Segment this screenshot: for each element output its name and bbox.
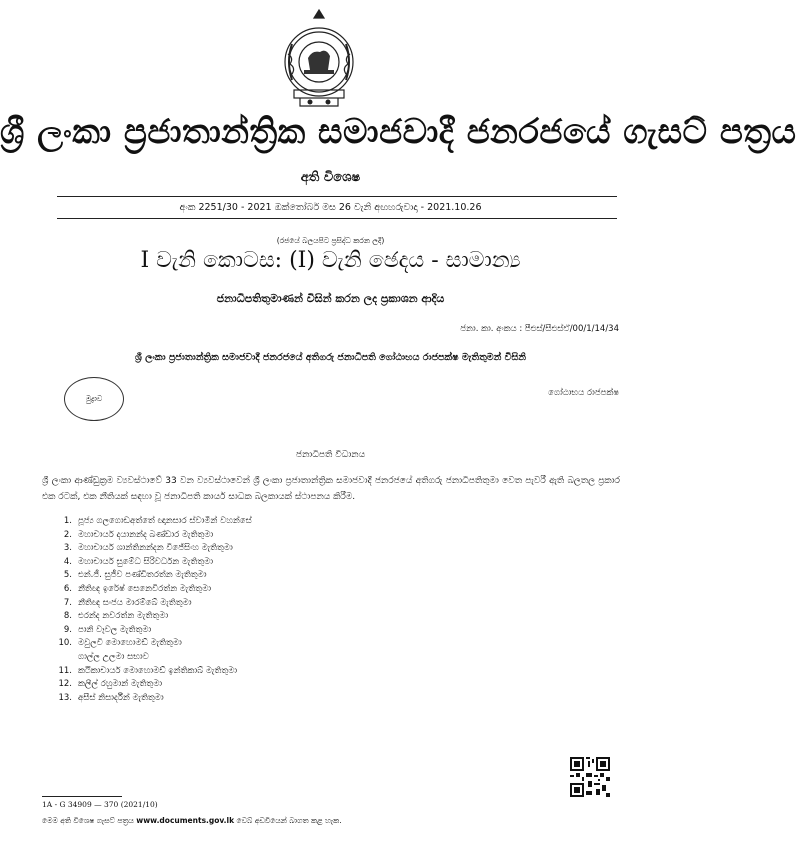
- issued-by-line: ශ්‍රී ලංකා ප්‍රජාතාන්ත්‍රික සමාජවාදී ජනරජයේ අතිගරු ජනාධිපති ගෝඨාභය රාජපක්ෂ මැතිතුමන් විසිනි: [134, 352, 527, 363]
- item-name: පානි වෑවල මැතිතුමා: [78, 624, 152, 635]
- item-number: 10.: [58, 638, 72, 649]
- item-name: ගාල්ල උලමා සභාව: [78, 651, 149, 662]
- footer-note-suffix: වෙබ් අඩවියෙන් බාගත කළ හැක.: [236, 816, 342, 825]
- footer-note-prefix: මෙම අති විශෙෂ ගැසට් පත්‍රය: [42, 816, 134, 825]
- item-number: 5.: [63, 570, 72, 581]
- item-name: කථිකාචාර්ය මොහොමඩ් ඉන්තිකාබ් මැතිතුමා: [78, 665, 238, 676]
- seal-label: මුද්‍රාව: [85, 394, 103, 403]
- reference-number: ජනා. කා. අංකය : පීඑස්/සීඑස්ඒ/00/1/14/34: [460, 324, 619, 334]
- item-number: 7.: [63, 597, 72, 608]
- item-number: 8.: [63, 611, 72, 622]
- footer-note: [42, 816, 342, 826]
- order-body: ශ්‍රී ලංකා ආණ්ඩුක්‍රම ව්‍යවස්ථාවේ 33 වන ව්‍යවස්ථාවෙන් ශ්‍රී ලංකා ප්‍රජාතාන්ත්‍රික සමාජවාදී ජනරජයේ අතිගරු ජනාධිපතිතුමා වෙත පැවරී ඇති බලතල ප්‍රකාර එක රටක්, එක නීතියක් සඳහා වූ ජනාධිපති කාර්ය සාධක බලකායක් ස්ථාපනය කිරීම.: [42, 476, 620, 502]
- list-item: [42, 637, 252, 651]
- item-number: 4.: [63, 556, 72, 567]
- list-item: [42, 542, 252, 556]
- list-item: [42, 597, 252, 611]
- qr-code-icon: [570, 757, 610, 797]
- header-rule-bottom: [57, 218, 617, 219]
- part-heading: I වැනි කොටස: (I) වැනි ඡෙදය - සාමාන්‍ය: [140, 248, 521, 273]
- national-emblem-icon: [280, 4, 358, 112]
- item-number: [42, 651, 78, 665]
- item-number: 1.: [63, 516, 72, 526]
- item-name: මහාචාර්ය සුමේධ සිරිවර්ධන මැතිතුමා: [78, 556, 214, 567]
- item-name: නීතිඥ සංජය මාරම්බේ මැතිතුමා: [78, 597, 192, 608]
- member-list: [42, 515, 252, 705]
- seal-stamp: [64, 377, 124, 421]
- item-number: 3.: [63, 543, 72, 554]
- item-name: එරන්ද නවරත්න මැතිතුමා: [78, 611, 169, 622]
- item-name: අසීස් නිසාර්දීන් මැතිතුමා: [78, 692, 164, 703]
- extraordinary-label: අති විශෙෂ: [300, 170, 361, 185]
- publication-heading: ජනාධිපතිතුමාණන් විසින් කරන ලද ප්‍රකාශන ආදිය: [216, 292, 445, 305]
- authority-note: (රජයේ බලයපිට ප්‍රසිද්ධ කරන ලදී): [276, 236, 385, 245]
- item-number: 13.: [58, 692, 72, 703]
- order-title: ජනාධිපති විධානය: [295, 450, 366, 460]
- list-item: [42, 583, 252, 597]
- item-name: මහාචාර්ය දයානන්ද බණ්ඩාර මැතිතුමා: [78, 529, 214, 540]
- print-code: 1A - G 34909 — 370 (2021/10): [42, 800, 158, 809]
- item-name: කලීල් රහුමාන් මැතිතුමා: [78, 679, 163, 690]
- item-name: මහාචාර්ය ශාන්තිනන්දන විජේසිංහ මැතිතුමා: [78, 543, 233, 554]
- list-item: [42, 665, 252, 679]
- item-name: මවුලවි මොහොමඩ් මැතිතුමා: [78, 638, 182, 649]
- list-item: [42, 569, 252, 583]
- item-number: 6.: [63, 583, 72, 594]
- list-item: [42, 651, 252, 665]
- footer-website-link[interactable]: www.documents.gov.lk: [136, 816, 235, 825]
- item-name: පූජ්‍ය ගලගොඩඅත්තේ ඥානසාර ස්වාමීන් වහන්සේ: [78, 516, 252, 526]
- gazette-title: ශ්‍රී ලංකා ප්‍රජාතාන්ත්‍රික සමාජවාදී ජනරජයේ ගැසට් පත්‍රය: [0, 112, 796, 152]
- list-item: [42, 678, 252, 692]
- list-item: [42, 556, 252, 570]
- header-rule-top: [57, 196, 617, 197]
- item-name: නීතිඥ ඉරේෂ් සෙනෙවිරත්න මැතිතුමා: [78, 583, 211, 594]
- footer-rule: [42, 796, 122, 797]
- signer-name: ගෝඨාභය රාජපක්ෂ: [548, 388, 619, 398]
- item-number: 12.: [58, 679, 72, 690]
- list-item: [42, 692, 252, 706]
- list-item: [42, 515, 252, 529]
- item-number: 9.: [63, 624, 72, 635]
- list-item: [42, 610, 252, 624]
- list-item: [42, 529, 252, 543]
- list-item: [42, 624, 252, 638]
- item-number: 11.: [58, 665, 72, 676]
- issue-line: අංක 2251/30 - 2021 ඔක්තෝබර් මස 26 වැනි අඟහරුවාදා - 2021.10.26: [179, 202, 482, 213]
- item-name: එන්.ජී. සුජීව පණ්ඩිතරත්න මැතිතුමා: [78, 570, 207, 581]
- item-number: 2.: [63, 529, 72, 540]
